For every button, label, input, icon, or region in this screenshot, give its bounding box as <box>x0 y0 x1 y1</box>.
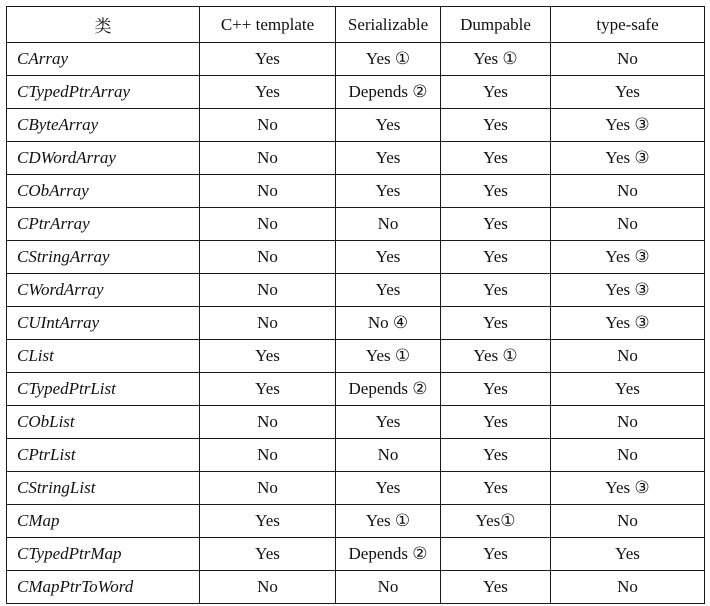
class-name-cell: CWordArray <box>7 274 200 307</box>
cpp-template-cell: No <box>200 142 336 175</box>
dumpable-cell: Yes <box>441 76 551 109</box>
cpp-template-cell: Yes <box>200 373 336 406</box>
table-row <box>7 274 705 307</box>
class-name-cell: CDWordArray <box>7 142 200 175</box>
type-safe-cell: Yes <box>551 76 705 109</box>
dumpable-cell: Yes <box>441 439 551 472</box>
class-name-cell: CTypedPtrList <box>7 373 200 406</box>
table-row <box>7 538 705 571</box>
header-type-safe: type-safe <box>551 7 705 43</box>
serializable-cell: No ④ <box>336 307 441 340</box>
dumpable-cell: Yes ① <box>441 43 551 76</box>
table-row <box>7 109 705 142</box>
dumpable-cell: Yes <box>441 373 551 406</box>
serializable-cell: Yes ① <box>336 43 441 76</box>
table-row <box>7 241 705 274</box>
cpp-template-cell: Yes <box>200 340 336 373</box>
class-name-cell: CPtrArray <box>7 208 200 241</box>
cpp-template-cell: No <box>200 274 336 307</box>
serializable-cell: Yes <box>336 472 441 505</box>
table-row <box>7 373 705 406</box>
dumpable-cell: Yes <box>441 142 551 175</box>
cpp-template-cell: Yes <box>200 43 336 76</box>
dumpable-cell: Yes① <box>441 505 551 538</box>
header-row <box>7 7 705 43</box>
table-row <box>7 307 705 340</box>
class-name-cell: CStringArray <box>7 241 200 274</box>
cpp-template-cell: Yes <box>200 505 336 538</box>
cpp-template-cell: No <box>200 109 336 142</box>
serializable-cell: Yes <box>336 142 441 175</box>
serializable-cell: Depends ② <box>336 373 441 406</box>
cpp-template-cell: Yes <box>200 76 336 109</box>
cpp-template-cell: No <box>200 208 336 241</box>
class-name-cell: CMapPtrToWord <box>7 571 200 604</box>
serializable-cell: Yes <box>336 241 441 274</box>
class-name-cell: CObArray <box>7 175 200 208</box>
type-safe-cell: Yes <box>551 538 705 571</box>
type-safe-cell: No <box>551 340 705 373</box>
serializable-cell: No <box>336 208 441 241</box>
table-header <box>7 7 705 43</box>
type-safe-cell: Yes ③ <box>551 109 705 142</box>
serializable-cell: Depends ② <box>336 538 441 571</box>
class-name-cell: CTypedPtrArray <box>7 76 200 109</box>
cpp-template-cell: No <box>200 175 336 208</box>
cpp-template-cell: Yes <box>200 538 336 571</box>
header-dumpable: Dumpable <box>441 7 551 43</box>
cpp-template-cell: No <box>200 406 336 439</box>
serializable-cell: Yes <box>336 274 441 307</box>
dumpable-cell: Yes <box>441 175 551 208</box>
dumpable-cell: Yes <box>441 538 551 571</box>
serializable-cell: No <box>336 439 441 472</box>
type-safe-cell: Yes ③ <box>551 241 705 274</box>
cpp-template-cell: No <box>200 571 336 604</box>
class-name-cell: CObList <box>7 406 200 439</box>
dumpable-cell: Yes <box>441 274 551 307</box>
dumpable-cell: Yes <box>441 307 551 340</box>
collection-class-table <box>6 6 705 604</box>
type-safe-cell: No <box>551 505 705 538</box>
dumpable-cell: Yes <box>441 406 551 439</box>
table-row <box>7 439 705 472</box>
type-safe-cell: No <box>551 406 705 439</box>
table-row <box>7 406 705 439</box>
type-safe-cell: Yes <box>551 373 705 406</box>
serializable-cell: Depends ② <box>336 76 441 109</box>
table-row <box>7 472 705 505</box>
type-safe-cell: No <box>551 175 705 208</box>
table-row <box>7 76 705 109</box>
dumpable-cell: Yes ① <box>441 340 551 373</box>
table-row <box>7 208 705 241</box>
dumpable-cell: Yes <box>441 571 551 604</box>
cpp-template-cell: No <box>200 241 336 274</box>
type-safe-cell: No <box>551 439 705 472</box>
table-row <box>7 142 705 175</box>
type-safe-cell: No <box>551 43 705 76</box>
table-body <box>7 43 705 604</box>
serializable-cell: Yes <box>336 109 441 142</box>
collection-class-table-container <box>6 6 704 603</box>
type-safe-cell: Yes ③ <box>551 307 705 340</box>
cpp-template-cell: No <box>200 307 336 340</box>
serializable-cell: Yes <box>336 406 441 439</box>
class-name-cell: CMap <box>7 505 200 538</box>
class-name-cell: CUIntArray <box>7 307 200 340</box>
serializable-cell: Yes <box>336 175 441 208</box>
serializable-cell: No <box>336 571 441 604</box>
dumpable-cell: Yes <box>441 208 551 241</box>
header-cpp-template: C++ template <box>200 7 336 43</box>
class-name-cell: CArray <box>7 43 200 76</box>
type-safe-cell: Yes ③ <box>551 472 705 505</box>
table-row <box>7 43 705 76</box>
dumpable-cell: Yes <box>441 109 551 142</box>
class-name-cell: CTypedPtrMap <box>7 538 200 571</box>
class-name-cell: CStringList <box>7 472 200 505</box>
class-name-cell: CPtrList <box>7 439 200 472</box>
type-safe-cell: No <box>551 208 705 241</box>
class-name-cell: CList <box>7 340 200 373</box>
serializable-cell: Yes ① <box>336 340 441 373</box>
header-class: 类 <box>7 7 200 43</box>
cpp-template-cell: No <box>200 439 336 472</box>
serializable-cell: Yes ① <box>336 505 441 538</box>
table-row <box>7 505 705 538</box>
dumpable-cell: Yes <box>441 472 551 505</box>
table-row <box>7 175 705 208</box>
type-safe-cell: No <box>551 571 705 604</box>
table-row <box>7 340 705 373</box>
dumpable-cell: Yes <box>441 241 551 274</box>
type-safe-cell: Yes ③ <box>551 142 705 175</box>
header-serializable: Serializable <box>336 7 441 43</box>
class-name-cell: CByteArray <box>7 109 200 142</box>
table-row <box>7 571 705 604</box>
cpp-template-cell: No <box>200 472 336 505</box>
type-safe-cell: Yes ③ <box>551 274 705 307</box>
